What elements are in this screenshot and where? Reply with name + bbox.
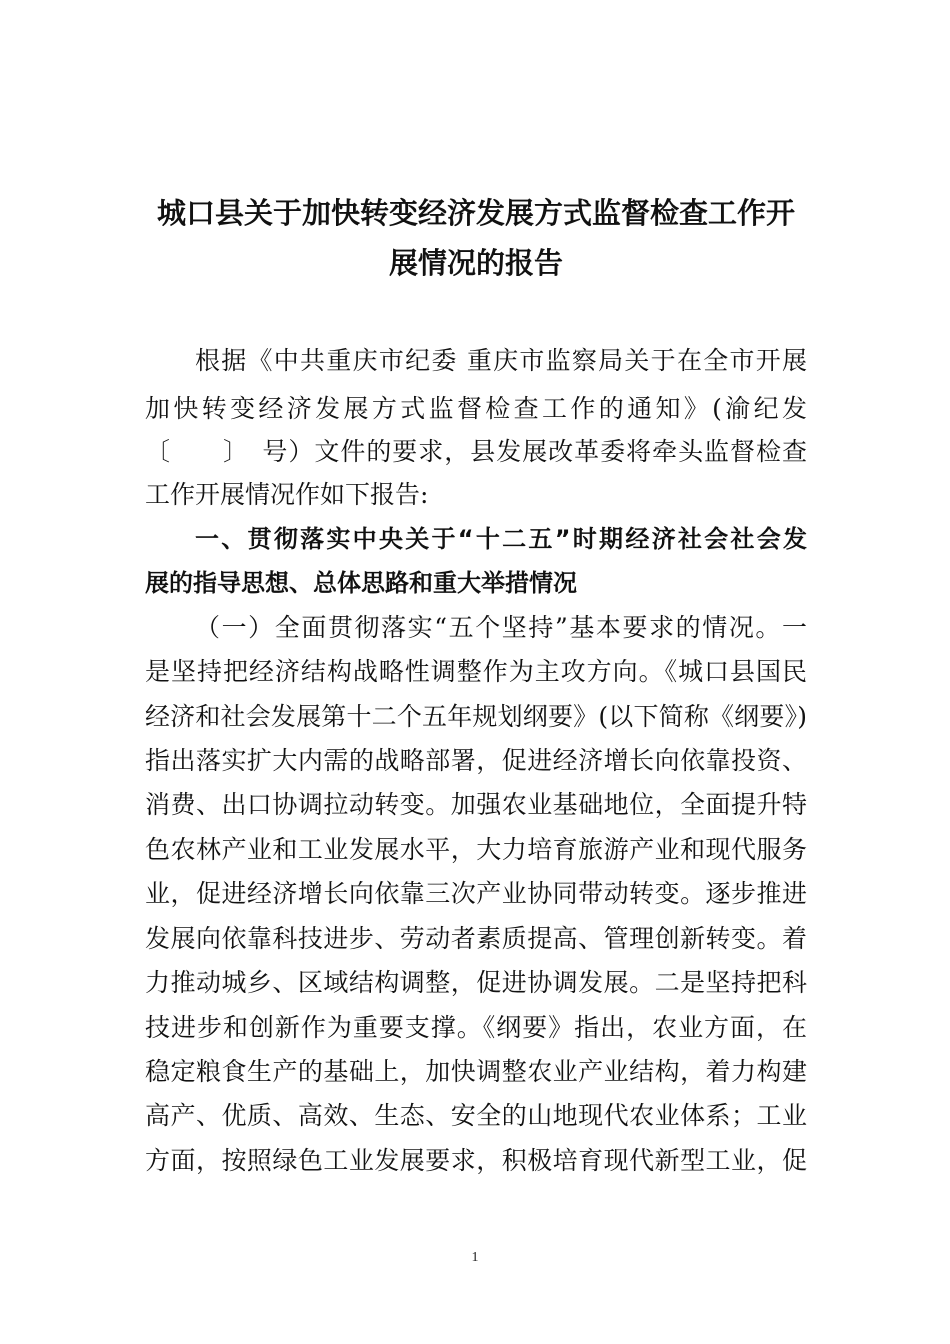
section-heading-line: 一、贯彻落实中央关于“十二五”时期经济社会社会发 (195, 525, 807, 553)
page-number: 1 (471, 1250, 479, 1265)
body-line: 工作开展情况作如下报告: (145, 480, 429, 509)
body-line: 根据《中共重庆市纪委 重庆市监察局关于在全市开展 (195, 346, 807, 375)
body-line: 技进步和创新作为重要支撑。《纲要》指出，农业方面，在 (145, 1013, 807, 1042)
body-line: 是坚持把经济结构战略性调整作为主攻方向。《城口县国民 (145, 657, 807, 686)
title-line-1: 城口县关于加快转变经济发展方式监督检查工作开 (156, 196, 795, 230)
body-line: 发展向依靠科技进步、劳动者素质提高、管理创新转变。着 (145, 924, 807, 953)
body-line: 〔 〕 号）文件的要求，县发展改革委将牵头监督检查 (145, 437, 807, 466)
body-line: 色农林产业和工业发展水平，大力培育旅游产业和现代服务 (145, 835, 807, 864)
body-line: 指出落实扩大内需的战略部署，促进经济增长向依靠投资、 (145, 746, 807, 775)
document-title (145, 188, 807, 288)
body-line: （一）全面贯彻落实“五个坚持”基本要求的情况。一 (195, 613, 807, 642)
section-heading-line: 展的指导思想、总体思路和重大举措情况 (145, 569, 577, 597)
body-line: 稳定粮食生产的基础上，加快调整农业产业结构，着力构建 (145, 1057, 807, 1086)
title-line-2: 展情况的报告 (388, 246, 563, 280)
body-line: 高产、优质、高效、生态、安全的山地现代农业体系；工业 (145, 1101, 807, 1130)
body-line: 力推动城乡、区域结构调整，促进协调发展。二是坚持把科 (145, 968, 807, 997)
body-line: 加快转变经济发展方式监督检查工作的通知》(渝纪发 (145, 394, 807, 423)
body-line: 方面，按照绿色工业发展要求，积极培育现代新型工业，促 (145, 1146, 807, 1175)
body-line: 业，促进经济增长向依靠三次产业协同带动转变。逐步推进 (145, 879, 807, 908)
body-line: 经济和社会发展第十二个五年规划纲要》(以下简称《纲要》) (145, 702, 807, 731)
body-line: 消费、出口协调拉动转变。加强农业基础地位，全面提升特 (145, 790, 807, 819)
